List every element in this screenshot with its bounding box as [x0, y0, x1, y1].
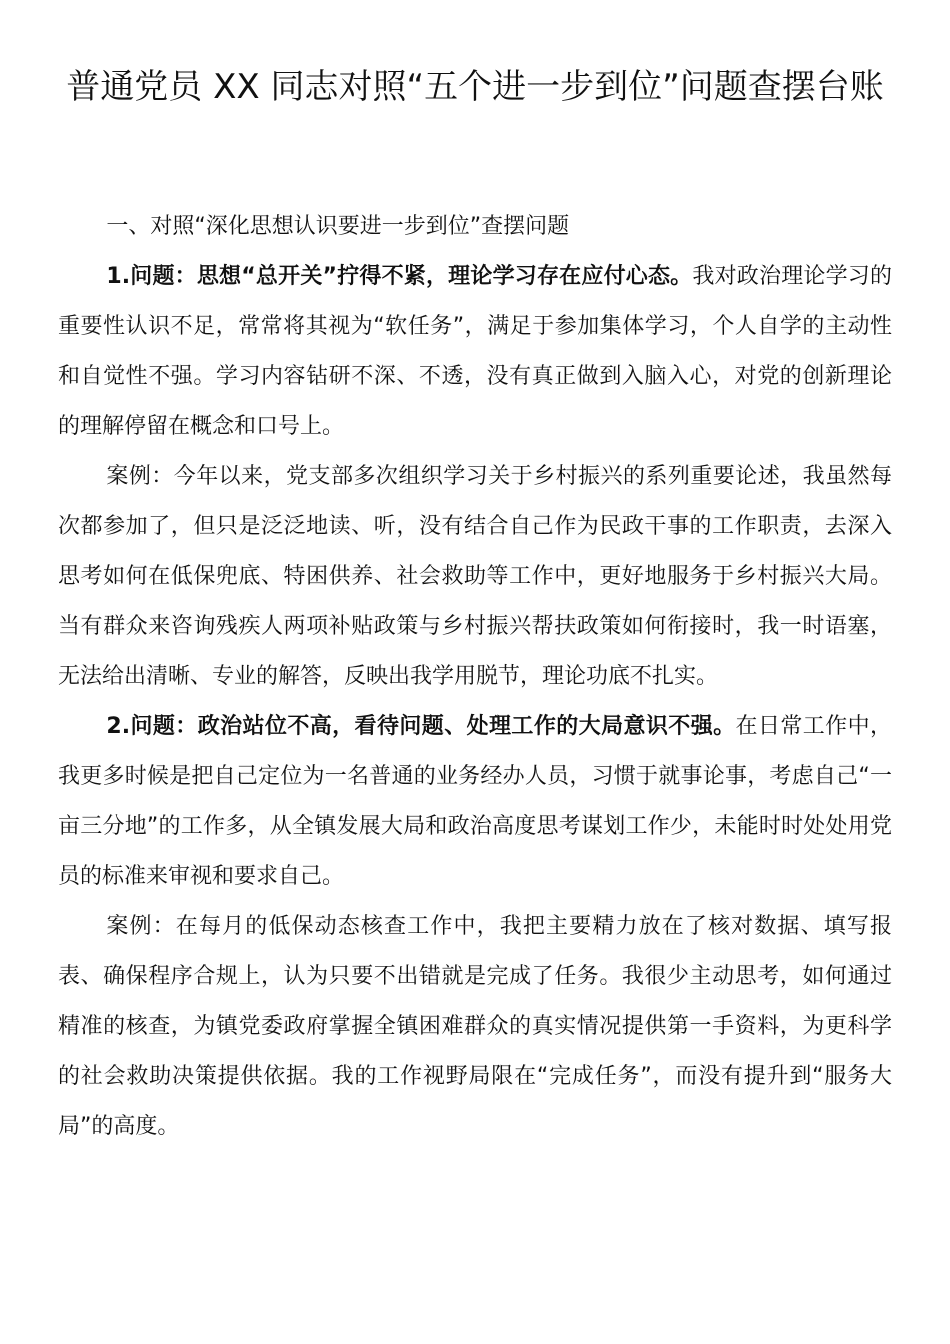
- item-1-body: 我对政治理论学习的重要性认识不足，常常将其视为“软任务”，满足于参加集体学习，个人自学的主动性和自觉性不强。学习内容钻研不深、不透，没有真正做到入脑入心，对党的创新理论的理解停留在概念和口号上。: [58, 264, 892, 439]
- section-heading: 一、对照“深化思想认识要进一步到位”查摆问题: [106, 214, 570, 239]
- item-1-paragraph: [58, 252, 892, 452]
- document-title: 普通党员 XX 同志对照“五个进一步到位”问题查摆台账: [66, 67, 884, 107]
- item-1-heading: 1.问题：思想“总开关”拧得不紧，理论学习存在应付心态。: [106, 264, 693, 289]
- item-2-body: 在日常工作中，我更多时候是把自己定位为一名普通的业务经办人员，习惯于就事论事，考虑自己“一亩三分地”的工作多，从全镇发展大局和政治高度思考谋划工作少，未能时时处处用党员的标准来审视和要求自己。: [58, 714, 892, 889]
- item-2-paragraph: [58, 702, 892, 902]
- item-2-heading: 2.问题：政治站位不高，看待问题、处理工作的大局意识不强。: [106, 714, 736, 739]
- item-1-case: 案例：今年以来，党支部多次组织学习关于乡村振兴的系列重要论述，我虽然每次都参加了，但只是泛泛地读、听，没有结合自己作为民政干事的工作职责，去深入思考如何在低保兜底、特困供养、社会救助等工作中，更好地服务于乡村振兴大局。当有群众来咨询残疾人两项补贴政策与乡村振兴帮扶政策如何衔接时，我一时语塞，无法给出清晰、专业的解答，反映出我学用脱节，理论功底不扎实。: [58, 464, 892, 689]
- item-2-case: 案例：在每月的低保动态核查工作中，我把主要精力放在了核对数据、填写报表、确保程序合规上，认为只要不出错就是完成了任务。我很少主动思考，如何通过精准的核查，为镇党委政府掌握全镇困难群众的真实情况提供第一手资料，为更科学的社会救助决策提供依据。我的工作视野局限在“完成任务”，而没有提升到“服务大局”的高度。: [58, 914, 892, 1139]
